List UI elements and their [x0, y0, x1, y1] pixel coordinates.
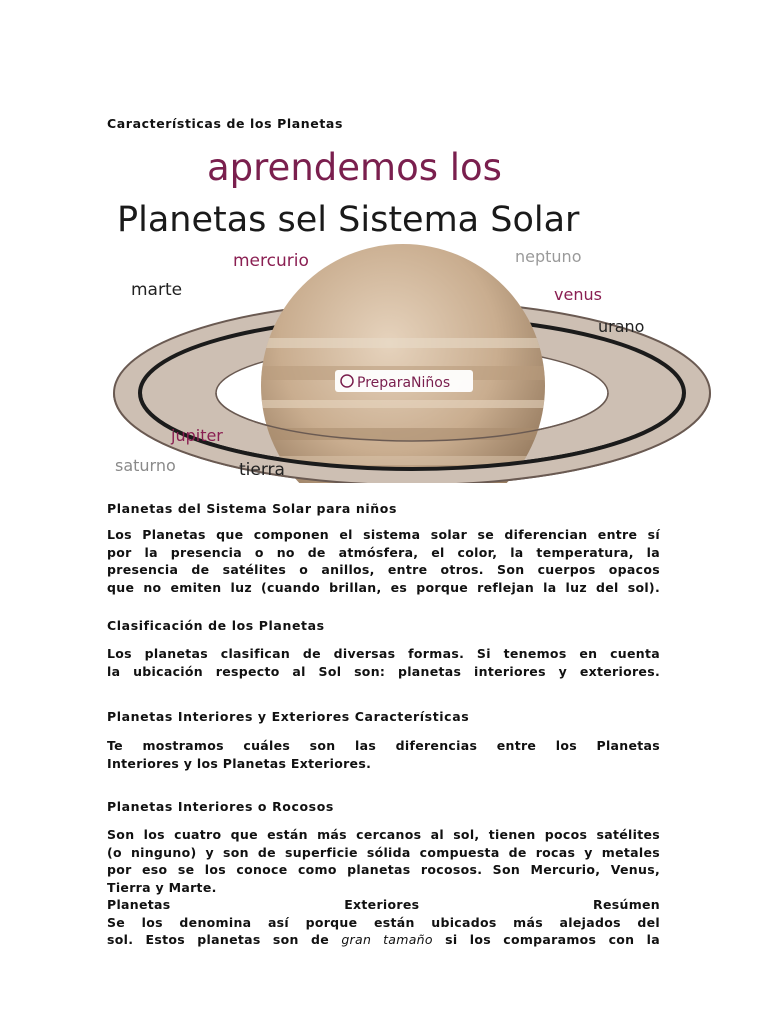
text-run: sol. Estos planetas son de: [107, 932, 342, 947]
document-title: Características de los Planetas: [107, 116, 344, 131]
preparaninos-logo: [335, 370, 473, 392]
paragraph-line: Son los cuatro que están más cercanos al sol, tienen pocos satélites: [107, 827, 660, 842]
paragraph-line: Los planetas clasifican de diversas formas. Si tenemos en cuenta: [107, 646, 660, 661]
heading-word: Resúmen: [593, 897, 660, 912]
paragraph-clasificacion: [107, 645, 660, 680]
heading-word: Exteriores: [344, 897, 420, 912]
paragraph-line: [107, 931, 660, 949]
paragraph-line: Se los denomina así porque están ubicados más alejados del: [107, 914, 660, 930]
section-heading-clasificacion: Clasificación de los Planetas: [107, 618, 325, 633]
paragraph-line: Interiores y los Planetas Exteriores.: [107, 755, 372, 771]
paragraph-line: (o ninguno) y son de superficie sólida compuesta de rocas y metales: [107, 844, 660, 860]
label-tierra: tierra: [239, 460, 285, 480]
paragraph-line: Te mostramos cuáles son las diferencias entre los Planetas: [107, 738, 660, 753]
label-neptuno: neptuno: [515, 247, 582, 266]
paragraph-exteriores-resumen: [107, 896, 660, 949]
paragraph-line: por eso se los conoce como planetas rocosos. Son Mercurio, Venus,: [107, 862, 660, 877]
section-heading-exteriores-resumen: [107, 896, 660, 914]
label-jupiter: jupiter: [171, 426, 223, 445]
label-saturno: saturno: [115, 456, 176, 475]
label-venus: venus: [554, 285, 602, 304]
section-heading-interiores-exteriores: Planetas Interiores y Exteriores Características: [107, 709, 470, 724]
saturn-planet: [257, 244, 557, 483]
paragraph-line: Tierra y Marte.: [107, 879, 217, 895]
section-heading-interiores-rocosos: Planetas Interiores o Rocosos: [107, 799, 334, 814]
paragraph-line: presencia de satélites o anillos, entre otros. Son cuerpos opacos: [107, 562, 660, 577]
solar-system-banner: [107, 138, 715, 483]
paragraph-line: por la presencia o no de atmósfera, el color, la temperatura, la: [107, 544, 660, 560]
banner-title-line2: Planetas sel Sistema Solar: [117, 200, 580, 240]
section-heading-planetas-sistema-solar: Planetas del Sistema Solar para niños: [107, 501, 397, 516]
text-run: si los comparamos con la: [432, 932, 660, 947]
label-marte: marte: [131, 280, 183, 300]
paragraph-interiores-rocosos: [107, 826, 660, 896]
heading-word: Planetas: [107, 897, 171, 912]
paragraph-line: que no emiten luz (cuando brillan, es porque reflejan la luz del sol).: [107, 579, 660, 595]
banner-title-line1: aprendemos los: [207, 146, 502, 189]
paragraph-planetas-sistema-solar: [107, 526, 660, 596]
paragraph-interiores-exteriores: [107, 737, 660, 772]
paragraph-line: Los Planetas que componen el sistema solar se diferencian entre sí: [107, 527, 660, 542]
label-mercurio: mercurio: [233, 251, 309, 271]
paragraph-line: la ubicación respecto al Sol son: planetas interiores y exteriores.: [107, 663, 660, 679]
label-urano: urano: [598, 317, 645, 336]
emphasized-text: gran tamaño: [341, 932, 433, 947]
logo-text: PreparaNiños: [357, 375, 451, 391]
